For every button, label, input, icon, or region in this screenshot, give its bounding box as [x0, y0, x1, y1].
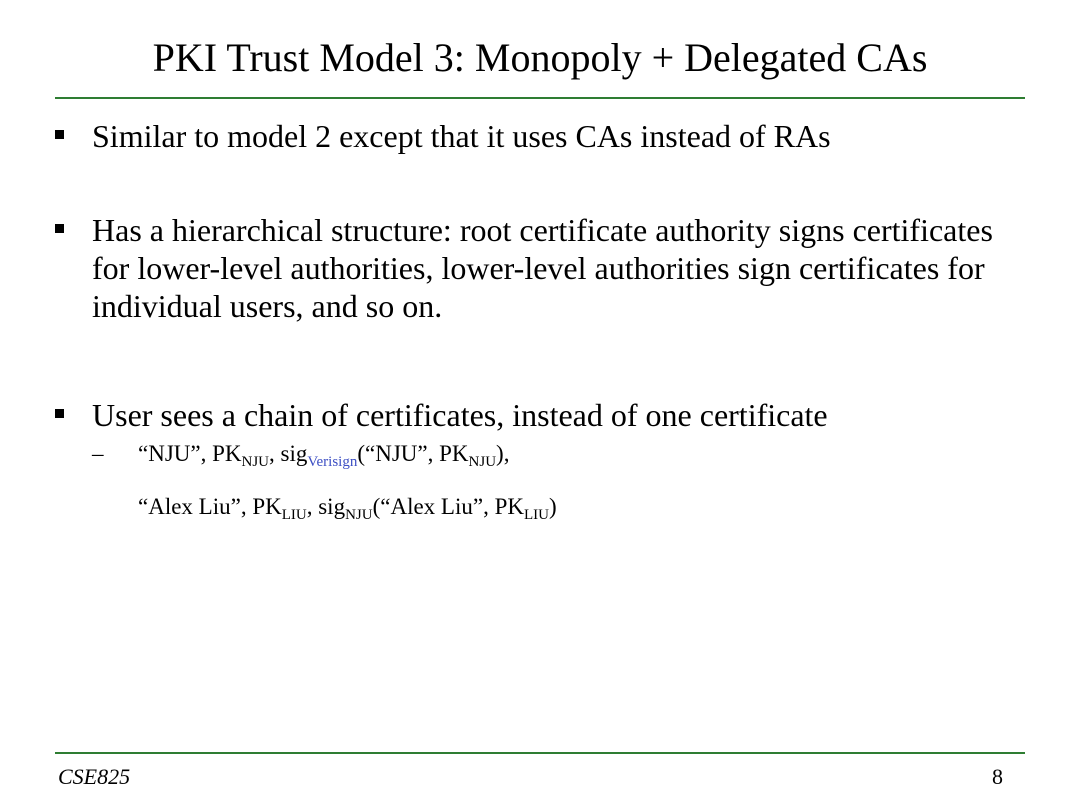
bullet-text: Has a hierarchical structure: root certificate authority signs certificates for lower-level authorities, lower-level authorities sign certificates for individual users, and so on.: [92, 212, 993, 324]
signed-public-key-subscript: LIU: [524, 507, 549, 523]
footer-course: CSE825: [58, 764, 131, 789]
signed-public-key: PK: [494, 494, 524, 519]
square-bullet-icon: [55, 130, 64, 139]
signer-subscript: NJU: [345, 507, 373, 523]
public-key: PK: [212, 441, 242, 466]
subject-name: “Alex Liu”: [138, 494, 241, 519]
separator: ,: [240, 494, 253, 519]
signed-name: “Alex Liu”: [380, 494, 484, 519]
separator: ,: [483, 494, 495, 519]
close-paren: ): [549, 494, 557, 519]
public-key-subscript: LIU: [281, 507, 307, 523]
separator: ,: [427, 441, 440, 466]
slide-title: PKI Trust Model 3: Monopoly + Delegated CAs: [152, 35, 928, 80]
square-bullet-icon: [55, 409, 64, 418]
certificate-entry-nju: [138, 441, 510, 470]
public-key-subscript: NJU: [241, 454, 270, 470]
separator: ,: [306, 494, 319, 519]
signed-name: “NJU”: [365, 441, 428, 466]
separator: ,: [269, 441, 281, 466]
certificate-entry-alex-liu: [138, 494, 557, 523]
signed-public-key: PK: [439, 441, 469, 466]
signature: sig: [280, 441, 308, 466]
signed-public-key-subscript: NJU: [468, 454, 497, 470]
public-key: PK: [252, 494, 282, 519]
square-bullet-icon: [55, 224, 64, 233]
bullet-item-3: [55, 396, 995, 434]
title-divider: [55, 97, 1025, 99]
footer-divider: [55, 752, 1025, 754]
close-paren: ),: [496, 441, 510, 466]
chain-line-2: [92, 490, 557, 524]
subject-name: “NJU”: [138, 441, 201, 466]
bullet-item-1: [55, 117, 995, 155]
bullet-text: User sees a chain of certificates, instead of one certificate: [92, 397, 828, 433]
chain-line-1: [92, 437, 509, 471]
open-paren: (: [357, 441, 366, 466]
page-number: 8: [992, 764, 1003, 789]
bullet-text: Similar to model 2 except that it uses CAs instead of RAs: [92, 118, 831, 154]
bullet-item-2: [55, 211, 995, 325]
separator: ,: [200, 441, 213, 466]
signature: sig: [318, 494, 346, 519]
dash-bullet-icon: –: [92, 441, 104, 466]
signer-subscript: Verisign: [307, 454, 358, 470]
open-paren: (: [372, 494, 381, 519]
